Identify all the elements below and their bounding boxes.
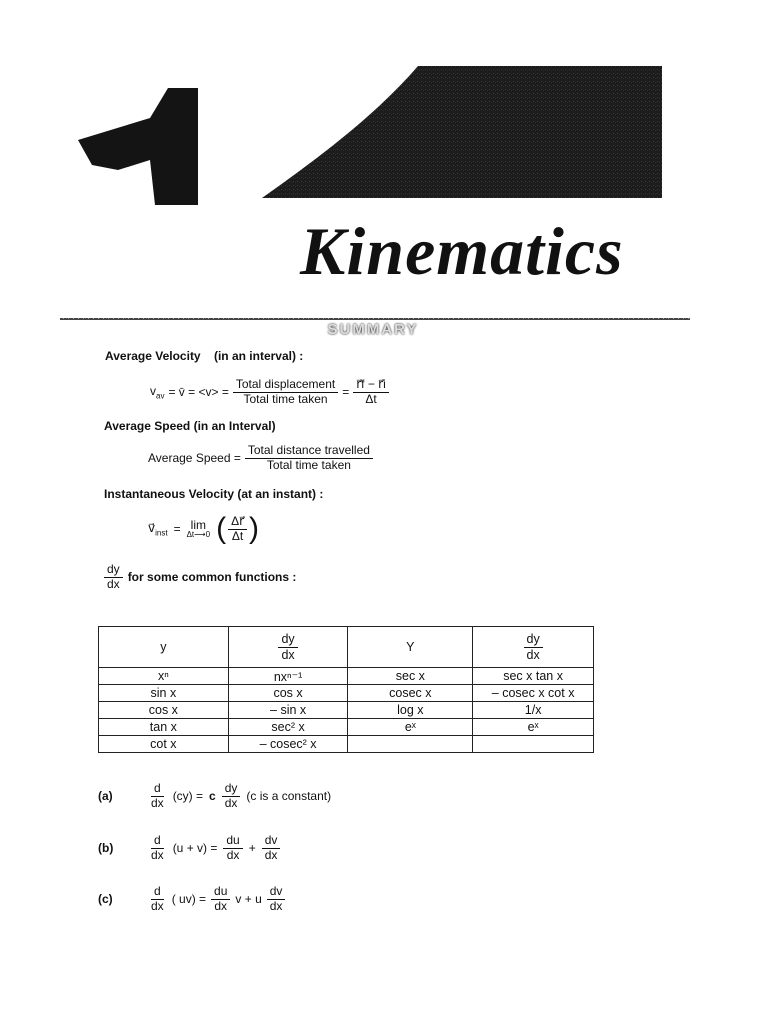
table-row: xⁿ nxⁿ⁻¹ sec x sec x tan x	[99, 668, 594, 685]
derivatives-intro: $\frac{dy}{dx}$ for some common functions :	[104, 563, 296, 592]
avg-speed-heading: Average Speed (in an Interval)	[104, 419, 276, 433]
avg-velocity-heading: Average Velocity (in an interval) :	[105, 349, 304, 363]
derivative-table	[98, 626, 594, 753]
table-row: cot x – cosec² x	[99, 736, 594, 753]
chapter-number-shape	[78, 88, 198, 205]
table-row: tan x sec² x eˣ eˣ	[99, 719, 594, 736]
header-dy-dx: $\frac{dy}{dx}$	[228, 627, 348, 668]
inst-velocity-formula: $v⃗_{inst}$ = lim Δt⟶0 ( $\frac{\Delta r⃗}{\Delta t}$ )	[148, 512, 260, 545]
displacement-over-time: $\frac{\text{Total displacement}}{\text{Total time taken}}$	[233, 378, 338, 407]
header-y: y	[99, 627, 229, 668]
rule-b: (b) $\frac{d}{dx}$ (u + v) = $\frac{du}{dx}$ + $\frac{dv}{dx}$	[98, 834, 280, 863]
table-header-row	[99, 627, 594, 668]
avg-speed-formula: Average Speed = $\frac{\text{Total distance travelled}}{\text{Total time taken}}$	[148, 444, 373, 473]
table-row: sin x cos x cosec x – cosec x cot x	[99, 685, 594, 702]
chapter-curve-banner	[262, 66, 662, 198]
rule-c: (c) $\frac{d}{dx}$ ( uv) = $\frac{du}{dx}$ v + u $\frac{dv}{dx}$	[98, 885, 285, 914]
summary-banner-bar	[60, 318, 690, 320]
table-row: cos x – sin x log x 1/x	[99, 702, 594, 719]
position-change-over-dt: $\frac{r⃗f - r⃗i}{\Delta t}$	[353, 378, 389, 407]
chapter-title: Kinematics	[300, 213, 624, 289]
summary-label: SUMMARY	[327, 321, 419, 338]
inst-velocity-heading: Instantaneous Velocity (at an instant) :	[104, 487, 324, 501]
avg-velocity-formula: $v_{av}$ = v̄ = <v> = $\frac{\text{Total displacement}}{\text{Total time taken}}$ = $\frac{r⃗f - r⃗i}{\Delta t}$	[150, 378, 389, 407]
header-dY-dx: $\frac{dy}{dx}$	[473, 627, 594, 668]
header-Y: Y	[348, 627, 473, 668]
rule-a: (a) $\frac{d}{dx}$ (cy) = c $\frac{dy}{dx}$ (c is a constant)	[98, 781, 332, 810]
